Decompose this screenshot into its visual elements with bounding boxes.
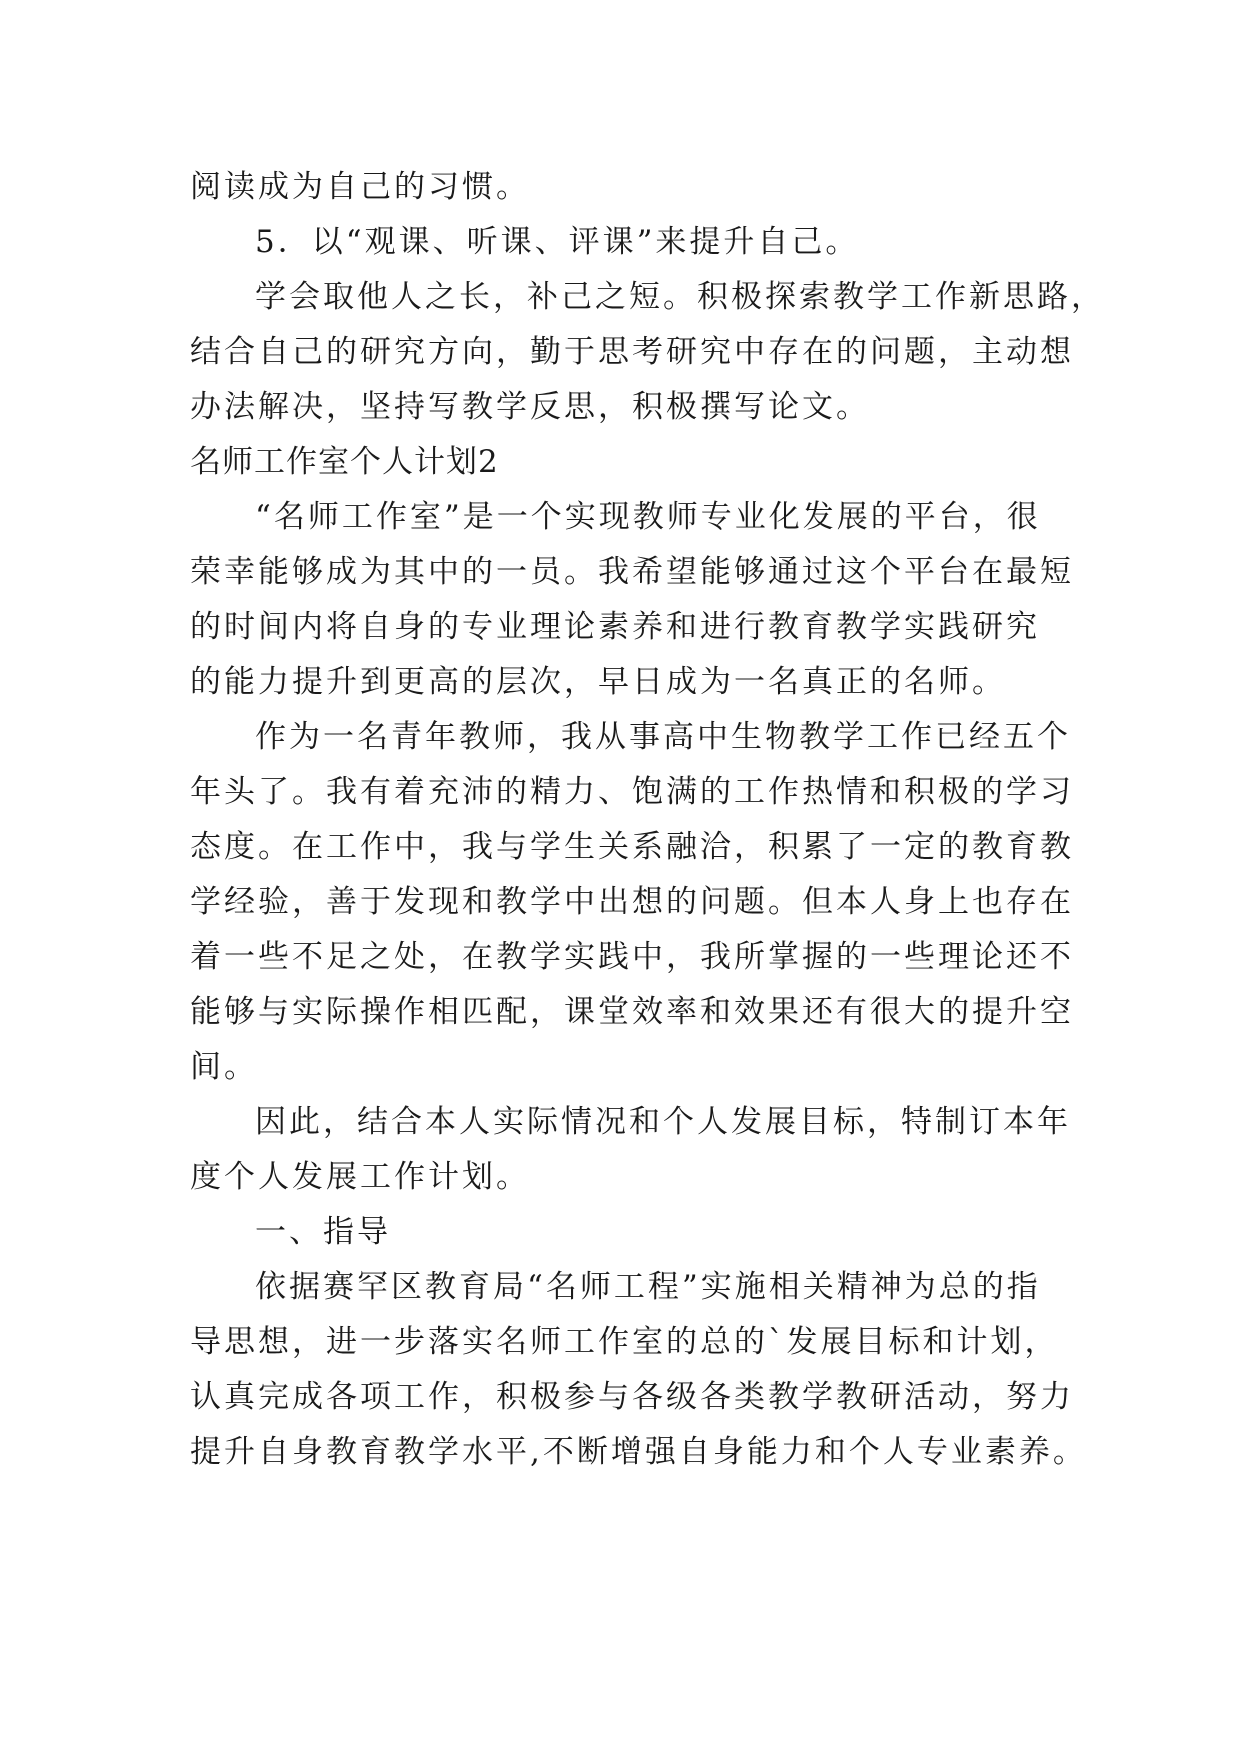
paragraph-line: 依据赛罕区教育局“名师工程”实施相关精神为总的指: [255, 1269, 1041, 1305]
paragraph-line: 的时间内将自身的专业理论素养和进行教育教学实践研究: [190, 609, 1040, 645]
paragraph-line: 作为一名青年教师，我从事高中生物教学工作已经五个: [255, 719, 1071, 755]
paragraph-line: 着一些不足之处，在教学实践中，我所掌握的一些理论还不: [190, 939, 1074, 975]
paragraph-line: 学经验，善于发现和教学中出想的问题。但本人身上也存在: [190, 884, 1074, 920]
paragraph-line: 能够与实际操作相匹配，课堂效率和效果还有很大的提升空: [190, 994, 1074, 1030]
subsection-heading: 一、指导: [255, 1214, 391, 1250]
paragraph-line: 阅读成为自己的习惯。: [190, 169, 530, 205]
paragraph-line: 的能力提升到更高的层次，早日成为一名真正的名师。: [190, 664, 1006, 700]
paragraph-line: 度个人发展工作计划。: [190, 1159, 530, 1195]
paragraph-line: 办法解决，坚持写教学反思，积极撰写论文。: [190, 389, 870, 425]
paragraph-line: 年头了。我有着充沛的精力、饱满的工作热情和积极的学习: [190, 774, 1074, 810]
paragraph-line: 态度。在工作中，我与学生关系融洽，积累了一定的教育教: [190, 829, 1074, 865]
paragraph-line: 因此，结合本人实际情况和个人发展目标，特制订本年: [255, 1104, 1071, 1140]
list-item-heading: 5．以“观课、听课、评课”来提升自己。: [255, 224, 860, 260]
paragraph-line: “名师工作室”是一个实现教师专业化发展的平台，很: [255, 499, 1041, 535]
paragraph-line: 导思想，进一步落实名师工作室的总的`发展目标和计划，: [190, 1324, 1059, 1360]
paragraph-line: 荣幸能够成为其中的一员。我希望能够通过这个平台在最短: [190, 554, 1074, 590]
paragraph-line: 结合自己的研究方向，勤于思考研究中存在的问题，主动想: [190, 334, 1074, 370]
paragraph-line: 认真完成各项工作，积极参与各级各类教学教研活动，努力: [190, 1379, 1074, 1415]
paragraph-line: 提升自身教育教学水平,不断增强自身能力和个人专业素养。: [190, 1434, 1087, 1470]
section-title: 名师工作室个人计划2: [190, 444, 499, 480]
paragraph-line: 学会取他人之长，补己之短。积极探索教学工作新思路，: [255, 279, 1105, 315]
paragraph-line: 间。: [190, 1049, 258, 1085]
